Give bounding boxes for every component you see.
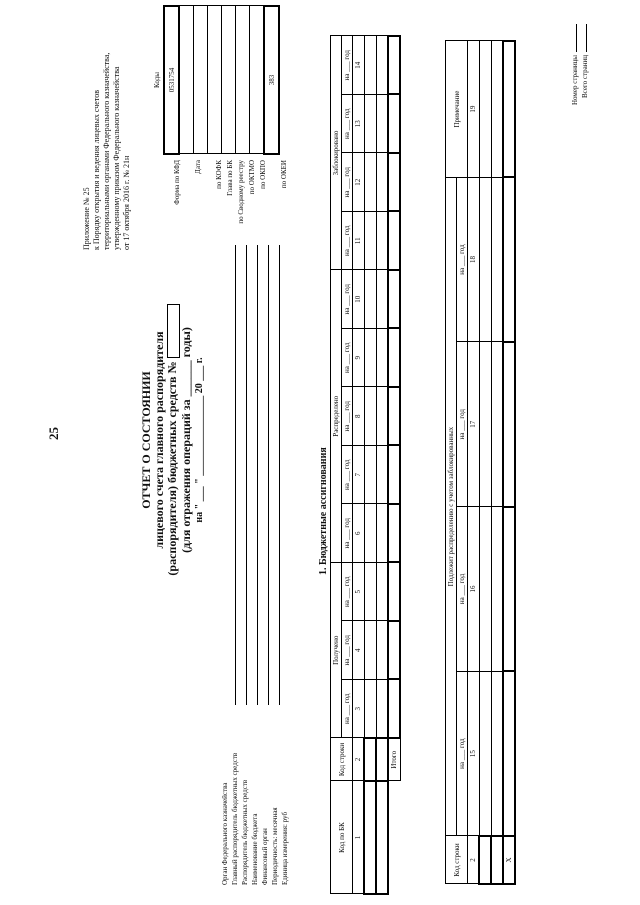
- footer-page: [570, 24, 580, 105]
- table-cell[interactable]: [364, 329, 376, 388]
- field-label: Наименование бюджета: [251, 813, 259, 885]
- code-label: по ОКЕИ: [280, 160, 288, 189]
- col-number: 16: [468, 507, 480, 672]
- col-number: 8: [353, 387, 365, 446]
- year-header: на ___ год: [342, 95, 353, 154]
- col-number: 18: [468, 177, 480, 342]
- code-label: по ОКТМО: [248, 160, 256, 195]
- group-header-received: Получено: [331, 563, 342, 739]
- title-line-with-box: [166, 225, 180, 655]
- col-number: 14: [353, 36, 365, 95]
- code-label: по ОКПО: [259, 160, 267, 189]
- table-row: [479, 41, 491, 884]
- title-line: лицевого счета главного распорядителя: [152, 331, 166, 549]
- table-cell[interactable]: [376, 95, 388, 154]
- table-cell[interactable]: [388, 446, 400, 505]
- title-line: (распорядителя) бюджетных средств №: [165, 361, 179, 576]
- year-header: на ___ год: [457, 342, 468, 507]
- table-cell[interactable]: [491, 507, 503, 672]
- table-cell[interactable]: [479, 671, 491, 836]
- total-pages-field[interactable]: [586, 24, 587, 52]
- table-cell[interactable]: [376, 212, 388, 271]
- field-label: Периодичность: месячная: [271, 807, 279, 885]
- fill-line[interactable]: [236, 245, 247, 705]
- form-fill-lines: [225, 245, 280, 705]
- col-number: 13: [353, 95, 365, 154]
- table-cell[interactable]: [376, 504, 388, 563]
- table-cell[interactable]: [376, 680, 388, 739]
- table-cell[interactable]: [364, 270, 376, 329]
- table-cell[interactable]: [376, 36, 388, 95]
- table-row: [491, 41, 503, 884]
- table-cell[interactable]: [503, 507, 515, 672]
- table-cell[interactable]: [491, 671, 503, 836]
- col-header-kbk: Код по БК: [331, 781, 353, 894]
- col-number: 1: [353, 781, 365, 894]
- group-header-distributed: Распределено: [331, 270, 342, 563]
- year-header: на ___ год: [342, 621, 353, 680]
- codes-table: [150, 5, 280, 155]
- year-header: на ___ год: [342, 212, 353, 271]
- code-cell[interactable]: [236, 6, 250, 154]
- page-number-field[interactable]: [576, 24, 577, 52]
- year-header: на ___ год: [457, 177, 468, 342]
- table-cell[interactable]: [376, 781, 388, 894]
- table-cell[interactable]: [364, 563, 376, 622]
- table-cell[interactable]: [388, 212, 400, 271]
- fill-line[interactable]: [225, 245, 236, 705]
- table-cell[interactable]: [364, 95, 376, 154]
- report-date-line: на " ___ " ________________ 20 ___ г.: [193, 357, 205, 523]
- appendix-line: утвержденному приказом Федерального казначейства: [112, 66, 121, 250]
- page-footer: [570, 24, 590, 105]
- appendix-line: к Порядку открытия и ведения лицевых счетов: [92, 89, 101, 250]
- col-number: 2: [353, 738, 365, 781]
- year-header: на ___ год: [457, 671, 468, 836]
- table-cell[interactable]: [388, 95, 400, 154]
- code-cell[interactable]: [179, 6, 194, 154]
- total-label: Итого: [388, 738, 400, 781]
- code-cell: 383: [264, 6, 279, 154]
- col-number: 9: [353, 329, 365, 388]
- year-header: на ___ год: [342, 563, 353, 622]
- col-header-line-code: Код строки: [446, 836, 468, 884]
- field-label: Финансовый орган: [261, 828, 269, 885]
- appendix-line: Приложение № 25: [82, 187, 91, 250]
- table-cell[interactable]: [388, 621, 400, 680]
- year-header: на ___ год: [342, 270, 353, 329]
- col-number: 6: [353, 504, 365, 563]
- budget-allocations-table: [330, 35, 401, 895]
- form-field-labels: [220, 705, 290, 885]
- group-header-blocked: Заблокировано: [331, 36, 342, 270]
- table-row: [364, 36, 376, 894]
- year-header: на ___ год: [342, 329, 353, 388]
- table-cell[interactable]: [388, 563, 400, 622]
- col-number: 11: [353, 212, 365, 271]
- account-number-box[interactable]: [167, 304, 180, 358]
- table-cell[interactable]: [364, 153, 376, 212]
- table-cell[interactable]: [479, 177, 491, 342]
- total-row: [503, 41, 515, 884]
- table-cell[interactable]: [503, 671, 515, 836]
- code-label: Форма по КФД: [173, 160, 181, 205]
- year-header: на ___ год: [342, 680, 353, 739]
- code-label: Глава по БК: [226, 160, 234, 196]
- appendix-line: от 17 октября 2016 г. № 21н: [122, 155, 131, 250]
- table-cell[interactable]: [388, 387, 400, 446]
- table-cell[interactable]: [376, 563, 388, 622]
- table-cell[interactable]: [388, 153, 400, 212]
- fill-line[interactable]: [269, 245, 280, 705]
- year-header: на ___ год: [457, 507, 468, 672]
- table-cell[interactable]: [491, 41, 503, 177]
- table-cell[interactable]: [376, 621, 388, 680]
- total-pages-label: Всего страниц: [581, 54, 589, 98]
- title-line: (для отражения операций за ______ годы): [178, 327, 193, 553]
- table-cell[interactable]: [376, 738, 388, 781]
- page-number: 25: [46, 427, 61, 440]
- field-label: Единица измерения: руб: [281, 811, 289, 885]
- group-header-to-distribute: Подлежит распределению с учетом заблокированных: [446, 177, 457, 836]
- table-cell[interactable]: [491, 342, 503, 507]
- total-row: [388, 36, 400, 894]
- col-header-note: Примечание: [446, 41, 468, 177]
- table-cell[interactable]: [388, 504, 400, 563]
- table-cell[interactable]: [364, 446, 376, 505]
- year-header: на ___ год: [342, 446, 353, 505]
- table-cell[interactable]: [479, 342, 491, 507]
- table-cell[interactable]: [491, 836, 503, 884]
- col-number: 5: [353, 563, 365, 622]
- field-label: Орган Федерального казначейства: [221, 782, 229, 885]
- col-number: 7: [353, 446, 365, 505]
- col-number: 2: [468, 836, 480, 884]
- table-cell[interactable]: [376, 270, 388, 329]
- table-cell[interactable]: [364, 781, 376, 894]
- table-cell[interactable]: [479, 507, 491, 672]
- code-cell: 0531754: [164, 6, 179, 154]
- table-cell[interactable]: [376, 329, 388, 388]
- col-number: 4: [353, 621, 365, 680]
- code-label: Дата: [194, 160, 202, 174]
- year-header: на ___ год: [342, 36, 353, 95]
- col-number: 17: [468, 342, 480, 507]
- col-number: 12: [353, 153, 365, 212]
- col-number: 3: [353, 680, 365, 739]
- table-cell[interactable]: [491, 177, 503, 342]
- report-title: [140, 225, 206, 655]
- code-cell[interactable]: [208, 6, 222, 154]
- appendix-note: [82, 0, 132, 250]
- footer-total: [580, 24, 590, 105]
- table-cell[interactable]: [388, 329, 400, 388]
- field-label: Главный распорядитель бюджетных средств: [231, 752, 239, 885]
- codes-header: Коды: [152, 72, 161, 88]
- year-header: на ___ год: [342, 387, 353, 446]
- year-header: на ___ год: [342, 504, 353, 563]
- x-mark: X: [503, 836, 515, 884]
- year-header: на ___ год: [342, 153, 353, 212]
- table-cell[interactable]: [364, 212, 376, 271]
- col-header-line-code: Код строки: [331, 738, 353, 781]
- col-number: 10: [353, 270, 365, 329]
- table-cell[interactable]: [364, 680, 376, 739]
- code-cell[interactable]: [194, 6, 208, 154]
- table-cell[interactable]: [388, 36, 400, 95]
- code-cell[interactable]: [250, 6, 265, 154]
- table-cell[interactable]: [503, 41, 515, 177]
- code-label: по КОФК: [215, 160, 223, 189]
- table-cell[interactable]: [479, 41, 491, 177]
- table-cell[interactable]: [388, 680, 400, 739]
- section-title: 1. Бюджетные ассигнования: [318, 447, 329, 575]
- table-cell[interactable]: [503, 177, 515, 342]
- table-cell[interactable]: [364, 36, 376, 95]
- table-cell[interactable]: [364, 504, 376, 563]
- table-row: [376, 36, 388, 894]
- col-number: 15: [468, 671, 480, 836]
- table-cell[interactable]: [364, 621, 376, 680]
- distribution-table: [445, 40, 516, 885]
- table-cell[interactable]: [388, 270, 400, 329]
- fill-line[interactable]: [247, 245, 258, 705]
- code-label: по Сводному реестру: [237, 160, 245, 224]
- table-cell[interactable]: [503, 342, 515, 507]
- table-cell[interactable]: [376, 387, 388, 446]
- field-label: Распорядитель бюджетных средств: [241, 779, 249, 885]
- page-label: Номер страницы: [571, 54, 579, 105]
- table-cell[interactable]: [364, 738, 376, 781]
- table-cell[interactable]: [376, 446, 388, 505]
- col-number: 19: [468, 41, 480, 177]
- code-cell[interactable]: [222, 6, 236, 154]
- fill-line[interactable]: [258, 245, 269, 705]
- table-cell[interactable]: [364, 387, 376, 446]
- title-line: ОТЧЕТ О СОСТОЯНИИ: [139, 371, 153, 509]
- table-cell[interactable]: [479, 836, 491, 884]
- table-cell[interactable]: [376, 153, 388, 212]
- appendix-line: территориальными органами Федерального казначейства,: [102, 52, 111, 250]
